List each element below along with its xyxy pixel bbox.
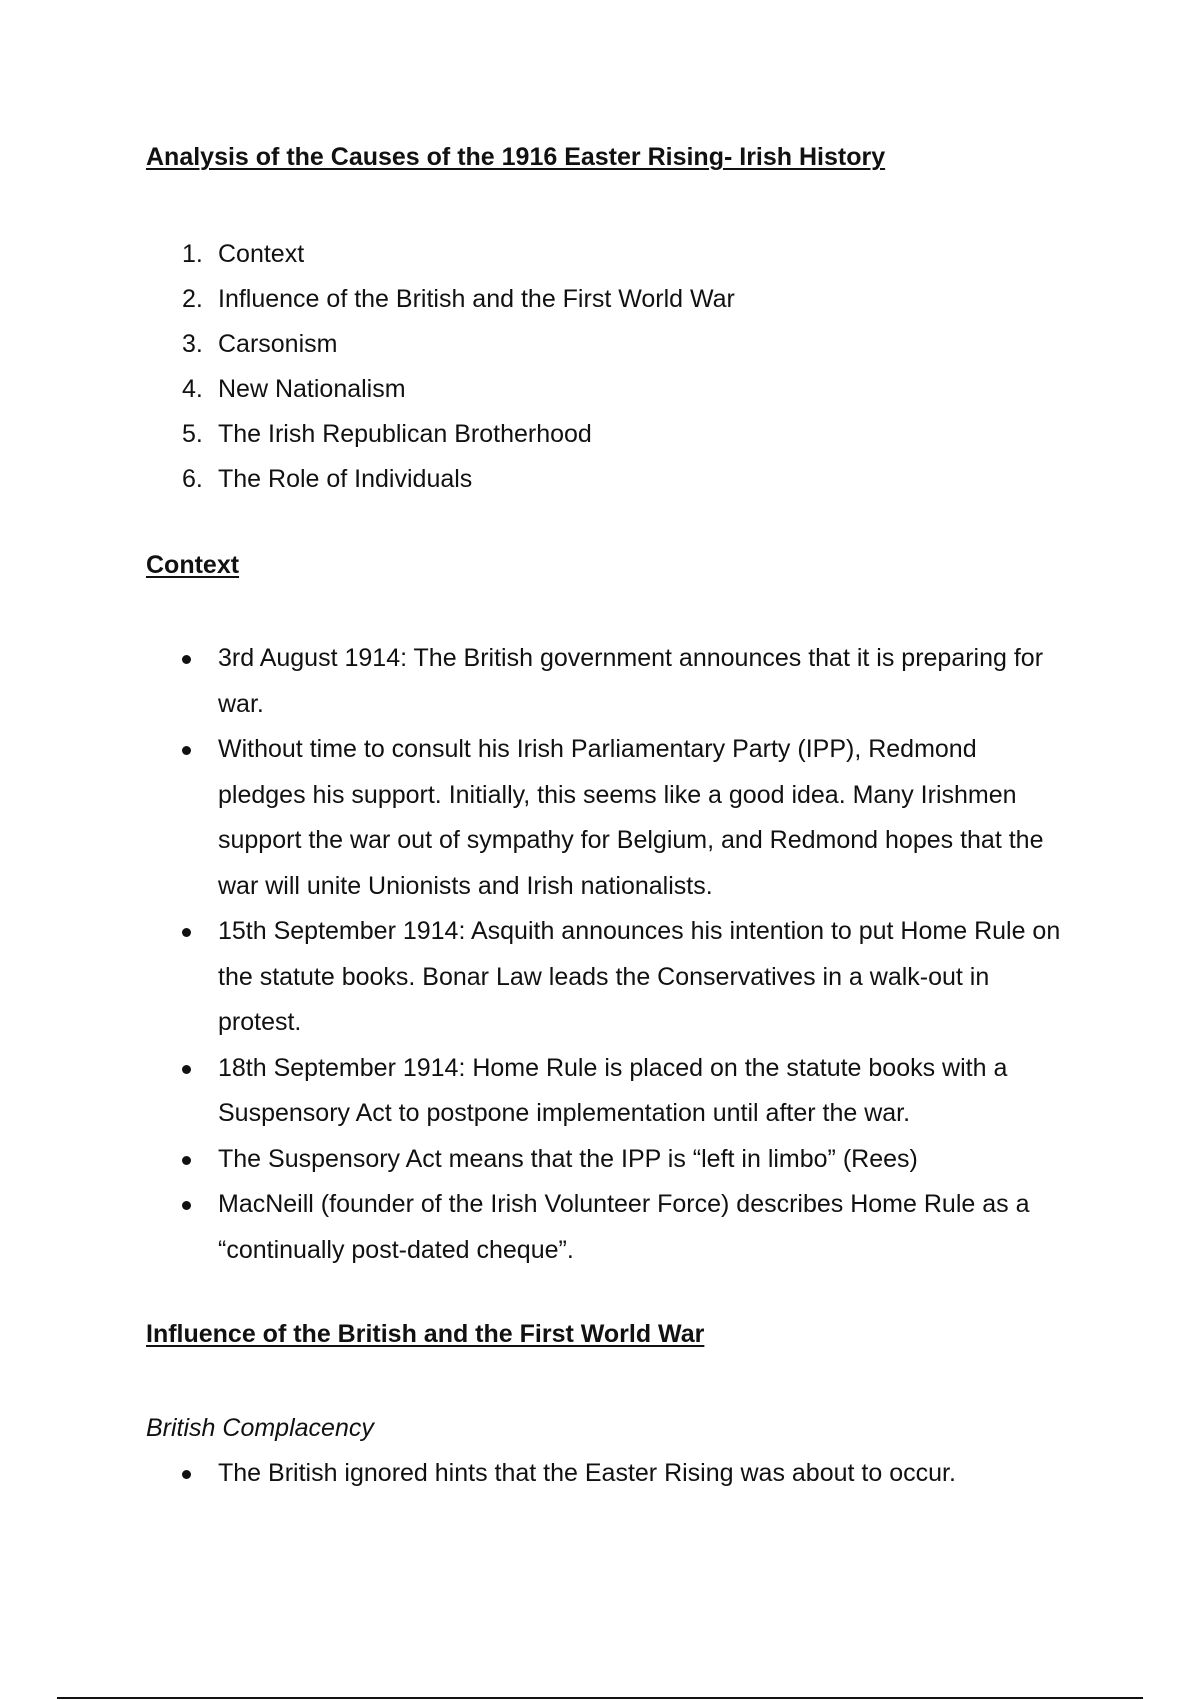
bullet-icon: [182, 1156, 191, 1165]
bullet-icon: [182, 1065, 191, 1074]
toc-item: [146, 277, 735, 322]
document-title: Analysis of the Causes of the 1916 Easter Rising- Irish History: [146, 143, 886, 171]
bullet-icon: [182, 1201, 191, 1210]
toc-item: [146, 457, 735, 502]
toc-number: 2.: [182, 285, 203, 313]
list-item: [146, 1137, 1066, 1183]
toc-item: [146, 232, 735, 277]
influence-bullet-list: [146, 1451, 1066, 1497]
bullet-icon: [182, 655, 191, 664]
context-bullet-list: [146, 636, 1066, 1273]
list-item: [146, 1451, 1066, 1497]
list-item-text: 15th September 1914: Asquith announces his intention to put Home Rule on the statute books. Bonar Law leads the Conservatives in a walk-out in protest.: [218, 917, 1061, 1036]
toc-label: Carsonism: [218, 330, 338, 358]
list-item-text: The British ignored hints that the Easter Rising was about to occur.: [218, 1459, 956, 1487]
bullet-icon: [182, 928, 191, 937]
toc-label: The Irish Republican Brotherhood: [218, 420, 592, 448]
toc-number: 3.: [182, 330, 203, 358]
toc-number: 5.: [182, 420, 203, 448]
list-item-text: 18th September 1914: Home Rule is placed on the statute books with a Suspensory Act to postpone implementation until after the war.: [218, 1053, 1008, 1127]
toc-item: [146, 412, 735, 457]
list-item: [146, 727, 1066, 909]
bullet-icon: [182, 1470, 191, 1479]
list-item-text: The Suspensory Act means that the IPP is “left in limbo” (Rees): [218, 1144, 918, 1173]
toc-item: [146, 367, 735, 412]
toc-label: Influence of the British and the First World War: [218, 285, 735, 313]
toc-number: 6.: [182, 465, 203, 493]
list-item: [146, 909, 1066, 1046]
page-bottom-rule: [57, 1697, 1143, 1699]
toc-item: [146, 322, 735, 367]
list-item-text: 3rd August 1914: The British government announces that it is preparing for war.: [218, 644, 1044, 718]
subheading-british-complacency: British Complacency: [146, 1414, 374, 1442]
table-of-contents: [146, 232, 735, 502]
list-item: [146, 1046, 1066, 1137]
list-item-text: MacNeill (founder of the Irish Volunteer Force) describes Home Rule as a “continually post-dated cheque”.: [218, 1190, 1030, 1264]
section-heading-influence: Influence of the British and the First World War: [146, 1320, 705, 1348]
section-heading-context: Context: [146, 551, 240, 579]
toc-label: New Nationalism: [218, 375, 406, 403]
toc-label: The Role of Individuals: [218, 465, 473, 493]
bullet-icon: [182, 746, 191, 755]
toc-number: 4.: [182, 375, 203, 403]
list-item: [146, 636, 1066, 727]
list-item: [146, 1182, 1066, 1273]
list-item-text: Without time to consult his Irish Parliamentary Party (IPP), Redmond pledges his support. Initially, this seems like a good idea. Many Irishmen support the war out of sympathy for Belgium, and Redmond hopes that the war will unite Unionists and Irish nationalists.: [218, 735, 1044, 900]
toc-label: Context: [218, 240, 305, 268]
toc-number: 1.: [182, 240, 203, 268]
